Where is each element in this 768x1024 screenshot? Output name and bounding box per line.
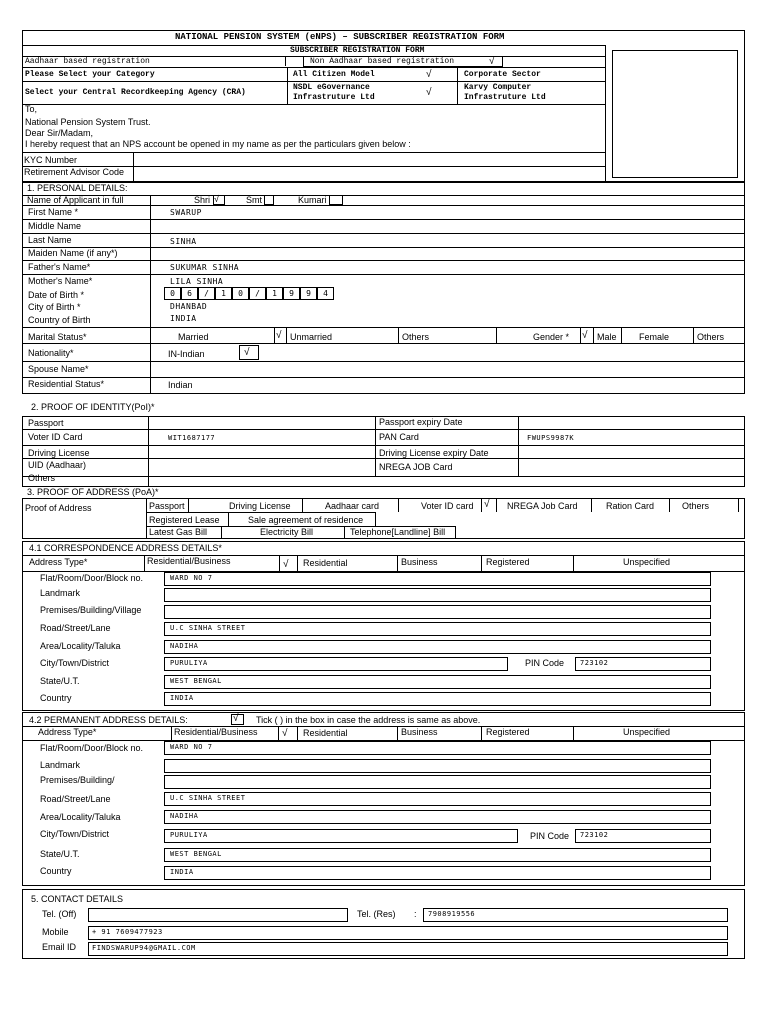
poi-voter-label: Voter ID Card — [28, 432, 83, 442]
perm-premises-label: Premises/Building/ — [40, 775, 115, 785]
poa-dl: Driving License — [229, 501, 291, 511]
corr-city-label: City/Town/District — [40, 658, 110, 668]
city-birth-value[interactable]: DHANBAD — [170, 302, 208, 311]
perm-flat-label: Flat/Room/Door/Block no. — [40, 743, 144, 753]
tel-res-value: 7908919556 — [428, 910, 476, 918]
perm-road-field[interactable] — [164, 792, 711, 806]
corr-country-value: INDIA — [170, 694, 194, 702]
letter-to: To, — [25, 104, 38, 114]
perm-flat-value: WARD NO 7 — [170, 743, 213, 751]
corr-area-field[interactable] — [164, 640, 711, 654]
mother-name-value[interactable]: LILA SINHA — [170, 277, 224, 286]
shri-label: Shri — [194, 195, 211, 205]
poa-nrega: NREGA Job Card — [507, 501, 578, 511]
corr-flat-label: Flat/Room/Door/Block no. — [40, 573, 144, 583]
poi-pan-value[interactable]: FWUPS9987K — [527, 434, 575, 442]
corr-flat-value: WARD NO 7 — [170, 574, 213, 582]
corr-residential: Residential — [303, 558, 348, 568]
personal-box — [22, 182, 745, 394]
poa-heading: 3. PROOF OF ADDRESS (PoA)* — [27, 487, 159, 497]
country-birth-value[interactable]: INDIA — [170, 314, 197, 323]
country-birth-label: Country of Birth — [28, 315, 91, 325]
karvy-label: Karvy Computer Infrastruture Ltd — [464, 83, 546, 102]
poi-voter-value[interactable]: WIT1687177 — [168, 434, 216, 442]
corr-addr-type: Address Type* — [29, 557, 88, 567]
non-aadhaar-check[interactable]: √ — [489, 56, 495, 67]
mother-name-label: Mother's Name* — [28, 276, 93, 286]
perm-res-bus-check[interactable]: √ — [282, 728, 288, 739]
email-label: Email ID — [42, 942, 77, 952]
corr-premises-field[interactable] — [164, 605, 711, 619]
corr-country-field[interactable] — [164, 692, 711, 706]
corr-area-value: NADIHA — [170, 642, 199, 650]
all-citizen-check[interactable]: √ — [426, 69, 432, 80]
perm-business: Business — [401, 727, 438, 737]
category-label: Please Select your Category — [25, 70, 155, 79]
dob-digit-cell[interactable]: / — [249, 287, 266, 300]
perm-city-value: PURULIYA — [170, 831, 208, 839]
dob-digit-cell[interactable]: 1 — [266, 287, 283, 300]
aadhaar-reg-label: Aadhaar based registration — [25, 57, 150, 66]
corr-state-label: State/U.T. — [40, 676, 80, 686]
corr-road-label: Road/Street/Lane — [40, 623, 111, 633]
corr-pin-value: 723102 — [580, 659, 609, 667]
poi-passport-exp-label: Passport expiry Date — [379, 417, 463, 427]
perm-unspecified: Unspecified — [623, 727, 671, 737]
letter-request: I hereby request that an NPS account be opened in my name as per the particulars given below : — [25, 139, 411, 149]
perm-res-bus: Residential/Business — [174, 727, 258, 737]
dob-digit-cell[interactable]: 9 — [283, 287, 300, 300]
dob-digit-cell[interactable]: 9 — [300, 287, 317, 300]
perm-pin-value: 723102 — [580, 831, 609, 839]
corr-area-label: Area/Locality/Taluka — [40, 641, 121, 651]
unmarried-label: Unmarried — [290, 332, 333, 342]
tel-res-colon: : — [414, 909, 417, 919]
poa-others: Others — [682, 501, 710, 511]
poa-elec: Electricity Bill — [260, 527, 314, 537]
residential-status-value[interactable]: Indian — [168, 380, 193, 390]
corr-registered: Registered — [486, 557, 530, 567]
residential-status-label: Residential Status* — [28, 379, 105, 389]
perm-country-value: INDIA — [170, 868, 194, 876]
name-full-label: Name of Applicant in full — [27, 195, 124, 205]
corr-unspecified: Unspecified — [623, 557, 671, 567]
all-citizen-label: All Citizen Model — [293, 70, 375, 79]
letter-trust: National Pension System Trust. — [25, 117, 151, 127]
perm-road-label: Road/Street/Lane — [40, 794, 111, 804]
corr-state-field[interactable] — [164, 675, 711, 689]
personal-heading: 1. PERSONAL DETAILS: — [27, 183, 128, 193]
perm-country-field[interactable] — [164, 866, 711, 880]
poa-voter: Voter ID card — [421, 501, 474, 511]
nationality-label: Nationality* — [28, 348, 74, 358]
poa-lease: Registered Lease — [149, 515, 220, 525]
perm-premises-field[interactable] — [164, 775, 711, 789]
letter-dear: Dear Sir/Madam, — [25, 128, 94, 138]
dob-label: Date of Birth * — [28, 290, 85, 300]
spouse-label: Spouse Name* — [28, 364, 89, 374]
tel-off-label: Tel. (Off) — [42, 909, 77, 919]
corr-landmark-field[interactable] — [164, 588, 711, 602]
married-label: Married — [178, 332, 209, 342]
perm-road-value: U.C SINHA STREET — [170, 794, 246, 802]
female-label: Female — [639, 332, 670, 342]
male-label: Male — [597, 332, 617, 342]
poa-tel: Telephone[Landline] Bill — [350, 527, 446, 537]
poi-others-label: Others — [28, 473, 56, 483]
corr-road-field[interactable] — [164, 622, 711, 636]
poa-gas: Latest Gas Bill — [149, 527, 208, 537]
corr-road-value: U.C SINHA STREET — [170, 624, 246, 632]
corr-state-value: WEST BENGAL — [170, 677, 222, 685]
perm-area-field[interactable] — [164, 810, 711, 824]
corr-business: Business — [401, 557, 438, 567]
poi-dl-exp-label: Driving License expiry Date — [379, 448, 489, 458]
dob-digit-cell[interactable]: 0 — [232, 287, 249, 300]
nsdl-label: NSDL eGovernance Infrastruture Ltd — [293, 83, 375, 102]
nsdl-check[interactable]: √ — [426, 87, 432, 98]
dob-digit-cell[interactable]: 6 — [181, 287, 198, 300]
perm-heading: 4.2 PERMANENT ADDRESS DETAILS: — [29, 715, 188, 725]
corr-pin-label: PIN Code — [525, 658, 565, 668]
subtitle: SUBSCRIBER REGISTRATION FORM — [290, 46, 425, 55]
contact-heading: 5. CONTACT DETAILS — [31, 894, 124, 904]
poa-label: Proof of Address — [25, 503, 92, 513]
corr-flat-field[interactable] — [164, 572, 711, 586]
marital-label: Marital Status* — [28, 332, 87, 342]
father-name-value[interactable]: SUKUMAR SINHA — [170, 263, 240, 272]
poa-voter-check[interactable]: √ — [484, 499, 490, 510]
last-name-value[interactable]: SINHA — [170, 237, 197, 246]
nationality-value[interactable]: IN-Indian — [168, 349, 205, 359]
non-aadhaar-label: Non Aadhaar based registration — [310, 57, 455, 66]
corr-res-bus: Residential/Business — [147, 556, 231, 566]
married-check[interactable]: √ — [276, 330, 282, 341]
email-value: FINDSWARUP94@GMAIL.COM — [92, 944, 196, 952]
dob-digit-cell[interactable]: 1 — [215, 287, 232, 300]
poi-nrega-label: NREGA JOB Card — [379, 462, 453, 472]
corr-premises-label: Premises/Building/Village — [40, 605, 142, 615]
poi-pan-label: PAN Card — [379, 432, 419, 442]
smt-box[interactable] — [264, 195, 274, 205]
male-check[interactable]: √ — [582, 330, 588, 341]
dob-digit-cell[interactable]: / — [198, 287, 215, 300]
perm-city-field[interactable] — [164, 829, 518, 843]
corporate-label: Corporate Sector — [464, 70, 541, 79]
smt-label: Smt — [246, 195, 263, 205]
mobile-field[interactable] — [88, 926, 728, 940]
mobile-value: + 91 7609477923 — [92, 928, 163, 936]
gender-others-label: Others — [697, 332, 725, 342]
first-name-value[interactable]: SWARUP — [170, 208, 202, 217]
perm-landmark-label: Landmark — [40, 760, 81, 770]
gender-label: Gender * — [533, 332, 570, 342]
poi-passport-label: Passport — [28, 418, 64, 428]
mobile-label: Mobile — [42, 927, 69, 937]
perm-state-field[interactable] — [164, 848, 711, 862]
corr-country-label: Country — [40, 693, 72, 703]
kumari-box[interactable] — [329, 195, 343, 205]
perm-same-check: √ — [233, 713, 239, 724]
tel-res-label: Tel. (Res) — [357, 909, 396, 919]
advisor-label: Retirement Advisor Code — [24, 167, 125, 177]
city-birth-label: City of Birth * — [28, 302, 81, 312]
poa-sale: Sale agreement of residence — [248, 515, 364, 525]
form-title: NATIONAL PENSION SYSTEM (eNPS) – SUBSCRIBER REGISTRATION FORM — [175, 32, 505, 42]
poi-heading: 2. PROOF OF IDENTITY(PoI)* — [31, 402, 155, 412]
poi-uid-label: UID (Aadhaar) — [28, 460, 87, 470]
corr-res-bus-check[interactable]: √ — [283, 559, 289, 570]
corr-city-field[interactable] — [164, 657, 508, 671]
perm-state-label: State/U.T. — [40, 849, 80, 859]
perm-flat-field[interactable] — [164, 741, 711, 755]
nationality-check: √ — [244, 347, 250, 358]
poa-ration: Ration Card — [606, 501, 655, 511]
last-name-label: Last Name — [28, 235, 72, 245]
photo-box[interactable] — [612, 50, 738, 178]
maiden-name-label: Maiden Name (if any*) — [28, 248, 118, 258]
shri-check: √ — [214, 194, 219, 204]
corr-heading: 4.1 CORRESPONDENCE ADDRESS DETAILS* — [29, 543, 222, 553]
kumari-label: Kumari — [298, 195, 327, 205]
father-name-label: Father's Name* — [28, 262, 91, 272]
cra-label: Select your Central Recordkeeping Agency (CRA) — [25, 88, 246, 97]
perm-registered: Registered — [486, 727, 530, 737]
perm-area-value: NADIHA — [170, 812, 199, 820]
perm-pin-label: PIN Code — [530, 831, 570, 841]
perm-country-label: Country — [40, 866, 72, 876]
perm-city-label: City/Town/District — [40, 829, 110, 839]
perm-landmark-field[interactable] — [164, 759, 711, 773]
dob-digit-cell[interactable]: 0 — [164, 287, 181, 300]
perm-residential: Residential — [303, 728, 348, 738]
poa-aadhaar: Aadhaar card — [325, 501, 380, 511]
perm-addr-type: Address Type* — [38, 727, 97, 737]
middle-name-label: Middle Name — [28, 221, 82, 231]
perm-tick-note: Tick ( ) in the box in case the address is same as above. — [256, 715, 481, 725]
marital-others-label: Others — [402, 332, 430, 342]
tel-off-field[interactable] — [88, 908, 348, 922]
dob-digit-cell[interactable]: 4 — [317, 287, 334, 300]
perm-state-value: WEST BENGAL — [170, 850, 222, 858]
kyc-label: KYC Number — [24, 155, 78, 165]
perm-area-label: Area/Locality/Taluka — [40, 812, 121, 822]
poi-dl-label: Driving License — [28, 448, 90, 458]
corr-landmark-label: Landmark — [40, 588, 81, 598]
poa-passport: Passport — [149, 501, 185, 511]
corr-city-value: PURULIYA — [170, 659, 208, 667]
first-name-label: First Name * — [28, 207, 79, 217]
